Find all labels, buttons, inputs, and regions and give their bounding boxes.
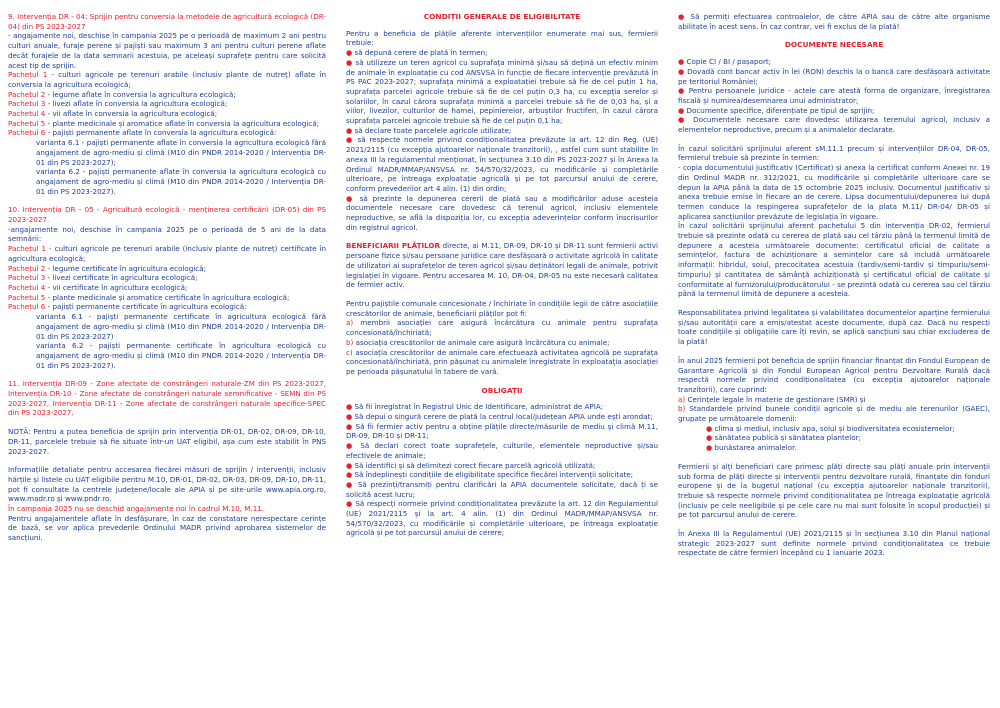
dr04-package-1: Pachetul 1 - culturi agricole pe terenuri arabile (inclusiv plante de nutreț) aflate în conversia la agricultura ecologică; [8, 70, 326, 89]
eligibility-list [346, 48, 658, 232]
list-item: ● să utilizeze un teren agricol cu suprafața minimă și/sau să dețină un efectiv minim de animale în exploatație cu cod ANSVSA în funcție de fiecare intervenție prevăzută în PS PAC 2023-2027; suprafața minimă a exploatației trebuie să fie de cel puțin 1 ha, suprafața parcelei agricole trebuie să fie de cel puțin 0,3 ha, cu excepția serelor și solariilor, în cazul cărora suprafața minimă a parcelei trebuie să fie de 0,03 ha, și a viilor, livezilor, culturilor de hamei, pepinierelor, arbuștilor fructiferi, în cazul cărora suprafața parcelei agricole trebuie să fie de cel puțin 0,1 ha; [346, 57, 658, 126]
obligations-heading: OBLIGAȚII [481, 385, 523, 395]
list-item: ● Să fii înregistrat în Registrul Unic de Identificare, administrat de APIA; [346, 402, 604, 412]
obligations-list [346, 402, 658, 538]
dr05-variant-6-2: varianta 6.2 - pajiști permanente certificate în agricultura ecologică cu angajament de agro-mediu și climă (M10 din PNDR 2014-2020 / Intervenția DR-01 din PS 2023-2027). [36, 341, 326, 370]
dr05-intro: -angajamente noi, deschise în campania 2025 pe o perioadă de 5 ani de la data semnării: [8, 224, 326, 244]
dr05-title: 10. Intervenția DR - 05 - Agricultură ecologică - menținerea certificării (DR-05) din PS 2023-2027. [8, 205, 326, 225]
beneficiaries-conditionality: Fermierii și alți beneficiari care primesc plăți directe sau plăți anuale prin intervenții sub forma de plăți directe și intervenții pentru dezvoltare rurală, finanțate din fonduri europene și de la bugetul național (cu excepția ajutoarelor naționale tranzitorii), trebuie să respecte normele privind condiționalitatea pe întreaga exploatație agricolă (inclusiv pe cele neeligibile și pe cele care nu mai sunt folosite în scopul producției) și pe tot parcursul anului de cerere. [678, 461, 990, 520]
dr05-package-2: Pachetul 2 - legume certificate în agricultura ecologică; [8, 263, 207, 273]
list-item: ● Să identifici și să delimitezi corect fiecare parcelă agricolă utilizată; [346, 460, 596, 470]
list-item: ● clima și mediul, inclusiv apa, solul și biodiversitatea ecosistemelor; [706, 423, 955, 433]
conditionality-a: a) Cerințele legale în materie de gestionare (SMR) și [678, 394, 866, 404]
list-item: ● bunăstarea animalelor. [706, 443, 797, 453]
list-item: ● Să respecți normele privind condiționalitatea prevăzute la art. 12 din Regulamentul (UE) 2021/2115 și la art. 4 alin. (1) din Ordinul MADR/MMAP/ANSVSA nr. 54/570/32/2023, cu modificările și completările ulterioare, pe întreaga exploatație agricolă și pe tot parcursul anului de cerere; [346, 499, 658, 538]
info-paragraph: Informațiile detaliate pentru accesarea fiecărei măsuri de sprijin / intervenții, inclusiv hărțile și listele cu UAT eligibile pentru M.10, DR-01, DR-02, DR-03, DR-09, DR-10, DR-11, pot fi consultate la centrele județene/locale ale APIA și pe site-urile www.apia.org.ro, www.madr.ro și www.pndr.ro. [8, 465, 326, 504]
list-item: ● Pentru persoanele juridice - actele care atestă forma de organizare, înregistrarea fiscală și numirea/desemnarea unui administrator; [678, 86, 990, 105]
eligibility-heading: CONDIȚII GENERALE DE ELIGIBILITATE [423, 12, 581, 21]
dr04-variant-6-1: varianta 6.1 - pajiști permanente aflate în conversia la agricultura ecologică fără angajament de agro-mediu și climă (M10 din PNDR 2014-2020 / Intervenția DR-01 din PS 2023-2027); [36, 138, 326, 167]
list-item: ● să prezinte la depunerea cererii de plată sau a modificărilor aduse acesteia documentele necesare care dovedesc că terenul agricol, inclusiv elementele neproductive, se află la dispoziția lor, cu excepția adeverințelor conform înscrisurilor din registrul agricol. [346, 193, 658, 232]
list-item: ● Documente specifice, diferențiate pe tipul de sprijin; [678, 105, 875, 115]
pasture-option-a: a) membrii asociației care asigură încărcătura cu animale pentru suprafața concesionată/închiriată; [346, 318, 658, 338]
documents-list [678, 57, 990, 135]
dr05-variant-6-1: varianta 6.1 - pajiști permanente certificate în agricultura ecologică fără angajament de agro-mediu și climă (M10 din PNDR 2014-2020 / Intervenția DR-01 din PS 2023-2027) [36, 312, 326, 341]
certificate-paragraph: În cazul solicitării sprijinului aferent sM.11.1 precum și intervențiilor DR-04, DR-05, fermierul trebuie să prezinte în termen: - copia documentului justificativ (Certificat) și anexa la certificat conform Anexei nr. 19 din Ordinul MADR nr. 312/2021, cu modificările și completările ulterioare care se depun la APIA până la data de 15 octombrie 2025 inclusiv. Documentul justificativ și anexa trebuie emise în fiecare an de cerere. Lipsa documentului/depunerea lui după termen conduce la respingerea suprafețelor de la plata M.11/ DR-04/ DR-05 și aplicarea sancțiunilor prevăzute de legislația în vigoare. În cazul solicitării sprijinului aferent pachetului 5 din intervenția DR-02, fermierul trebuie să prezinte odată cu cererea de plată sau cel târziu până la termenul limită de depunere a acesteia următoarele documente: certificatul oficial de calitate a semințelor, factura de achiziționare a semințelor care să includă următoarele informații: hibridul, soiul, precocitatea acestuia (tardiv/semi-tardiv și timpuriu/semi-timpuriu) și cantitatea de sămânță achiziționată și certificatul oficial de calitate și conformitate al furnizorului/producătorului - se prezintă odată cu cererea sau cel târziu până la termenul limită de depunere a acesteia. [678, 143, 990, 299]
dr04-title: 9. Intervenția DR - 04: Sprijin pentru conversia la metodele de agricultură ecologică (DR-04) din PS 2023-2027 [8, 12, 326, 31]
controls-item: ● Să permiți efectuarea controalelor, de către APIA sau de către alte organisme abilitate în acest sens. În caz contrar, vei fi exclus de la plată! [678, 12, 990, 31]
beneficiaries-paragraph: BENEFICIARII PLĂȚILOR directe, ai M.11, DR-09, DR-10 și DR-11 sunt fermierii activi persoane fizice și/sau persoane juridice care desfășoară o activitate agricolă în calitate de utilizatori ai suprafețelor de teren agricol și/sau deținători legali de animale, potrivit legislației în vigoare. Pentru accesarea M. 10, DR-04, DR-05 nu este necesară calitatea de fermier activ. [346, 241, 658, 290]
conditionality-b: b) Standardele privind bunele condiții agricole și de mediu ale terenurilor (GAEC), grupate pe următoarele domenii: [678, 404, 990, 424]
eligibility-intro: Pentru a beneficia de plățile aferente intervențiilor enumerate mai sus, fermierii trebuie: [346, 28, 658, 48]
ongoing-commitments: Pentru angajamentele aflate în desfășurare, în caz de constatare nerespectare cerințe de bază, se vor aplica prevederile Ordinului MADR privind aprobarea sistemelor de sancțiuni. [8, 513, 326, 543]
pasture-option-c: c) asociația crescătorilor de animale care efectuează activitatea agricolă pe suprafața concesionată/închiriată, prin pășunat cu animalele înregistrate în exploatația asociației pe perioada pășunatului în tabere de vară. [346, 347, 658, 376]
list-item: ● Să îndeplinești condițiile de eligibilitate specifice fiecărei intervenții solicitate; [346, 470, 634, 480]
dr05-package-4: Pachetul 4 - vii certificate în agricultura ecologică; [8, 282, 188, 292]
section-dr05 [8, 205, 326, 370]
list-item: ● Documentele necesare care dovedesc utilizarea terenului agricol, inclusiv a elementelor neproductive, precum și a animalelor declarate. [678, 115, 990, 135]
pastures-paragraph: Pentru pajiștile comunale concesionate / închiriate în condițiile legii de către asociațiile crescătorilor de animale, beneficiarii plăților pot fi: a) membrii asociației care asigură încărcătura cu animale pentru suprafața concesionată/închiriată; b) asociația crescătorilor de animale care asigură încărcătura cu animale; c) asociația crescătorilor de animale care efectuează activitatea agricolă pe suprafața concesionată/închiriată, prin pășunat cu animalele înregistrate în exploatația asociației pe perioada pășunatului în tabere de vară. [346, 298, 658, 376]
dr04-package-3: Pachetul 3 - livezi aflate în conversia la agricultura ecologică; [8, 99, 228, 109]
dr04-variant-6-2: varianta 6.2 - pajiști permanente aflate în conversia la agricultura ecologică cu angajament de agro-mediu și climă (M10 din PNDR 2014-2020 / Intervenția DR-01 din PS 2023-2027). [36, 167, 326, 196]
list-item: ● Să depui o singură cerere de plată la centrul local/județean APIA unde ești arondat; [346, 412, 653, 422]
column-documents [678, 12, 990, 702]
campaign-note: În campania 2025 nu se deschid angajamente noi în cadrul M.10, M.11. [8, 504, 265, 514]
list-item: ● să respecte normele privind condiționalitatea prevăzute la art. 12 din Reg. (UE) 2021/2115 (cu excepția ajutoarelor naționale tranzitorii), , astfel cum sunt stabilite în anexa III la regulamentul menționat, în secțiunea 3.10 din PS 2023-2027 și în Anexa la Ordinul MADR/MMAP/ANSVSA nr. 54/570/32/2023, cu modificările și completările ulterioare, pe întreaga exploatație agricolă și pe tot parcursul anului de cerere, conform prevederilor art 4 alin. (1) din ordin; [346, 135, 658, 193]
dr04-intro: - angajamente noi, deschise în campania 2025 pe o perioadă de maximum 2 ani pentru culturi anuale, furaje perene și pajiști sau maximum 3 ani pentru culturi perene aflate decât furajele de la data semnarii acestuia, pe aceleași suprafețe pentru care solicită acest tip de sprijin. [8, 31, 326, 70]
dr05-package-3: Pachetul 3 - livezi certificate în agricultura ecologică; [8, 273, 198, 283]
list-item: ● Dovadă cont bancar activ în lei (RON) deschis la o bancă care desfășoară activitate pe teritoriul României; [678, 66, 990, 86]
documents-heading: DOCUMENTE NECESARE [784, 40, 884, 50]
note-paragraph: NOTĂ: Pentru a putea beneficia de sprijin prin intervenția DR-01, DR-02, DR-09, DR-10, DR-11, parcelele trebuie să fie situate într-un UAT eligibil, așa cum este stabilit în PNS 2023-2027. [8, 427, 326, 456]
list-item: ● Să prezinți/transmiți pentru clarificări la APIA documentele solicitate, dacă ți se solicită acest lucru; [346, 479, 658, 499]
responsibility-paragraph: Responsabilitatea privind legalitatea și valabilitatea documentelor aparține fermierului și/sau autorității care a emis/atestat aceste documente, după caz. Dacă nu respecți toate condițiile și obligațiile care îți revin, se aplică sancțiuni sau chiar excluderea de la plată! [678, 307, 990, 347]
column-interventions [8, 12, 326, 702]
dr05-package-5: Pachetul 5 - plante medicinale și aromatice certificate în agricultura ecologică; [8, 292, 290, 302]
dr04-package-4: Pachetul 4 - vii aflate în conversia la agricultura ecologică; [8, 109, 218, 119]
dr09-dr10-dr11-title: 11. Intervenția DR-09 - Zone afectate de constrângeri naturale-ZM din PS 2023-2027, Intervenția DR-10 - Zone afectate de constrângeri naturale semnificative - SEMN din PS 2023-2027, Intervenția DR-11 - Zone afectate de constrângeri naturale specifice-SPEC din PS 2023-2027. [8, 379, 326, 418]
dr05-package-1: Pachetul 1 - culturi agricole pe terenuri arabile (inclusiv plante de nutreț) certificate în agricultura ecologică; [8, 244, 326, 263]
dr04-package-5: Pachetul 5 - plante medicinale și aromatice aflate în conversia la agricultura ecologică; [8, 118, 320, 128]
dr05-package-6: Pachetul 6 - pajiști permanente certificate în agricultura ecologică: [8, 302, 247, 312]
conditionality-paragraph: În anul 2025 fermierii pot beneficia de sprijin financiar finanțat din Fondul European de Garantare Agricolă și din Fondul European Agricol pentru Dezvoltare Rurală dacă respectă normele privind condiționalitatea (cu excepția ajutoarelor naționale tranzitorii), care cuprind: a) Cerințele legale în materie de gestionare (SMR) și b) Standardele privind bunele condiții agricole și de mediu ale terenurilor (GAEC), grupate pe următoarele domenii: ● clima și mediul, inclusiv apa, solul și biodiversitatea ecosistemelor; ● sănătatea publică și sănătatea plantelor; ● bunăstarea animalelor. [678, 355, 990, 453]
pasture-option-b: b) asociația crescătorilor de animale care asigură încărcătura cu animale; [346, 337, 610, 347]
list-item: ● sănătatea publică și sănătatea plantelor; [706, 433, 861, 443]
section-dr04 [8, 12, 326, 196]
list-item: ● Să fii fermier activ pentru a obține plățile directe/măsurile de mediu și climă M.11, DR-09, DR-10 și DR-11; [346, 421, 658, 441]
annex-paragraph: În Anexa III la Regulamentul (UE) 2021/2115 și în secțiunea 3.10 din Planul național strategic 2023-2027 sunt definite normele privind condiționalitatea ce trebuie respectate de către fermieri începând cu 1 ianuarie 2023. [678, 529, 990, 558]
list-item: ● să depună cerere de plată în termen; [346, 48, 488, 58]
dr04-package-6: Pachetul 6 - pajiști permanente aflate în conversia la agricultura ecologică: [8, 128, 277, 138]
list-item: ● să declare toate parcelele agricole utilizate; [346, 125, 512, 135]
dr04-package-2: Pachetul 2 - legume aflate în conversia la agricultura ecologică; [8, 89, 236, 99]
list-item: ● Să declari corect toate suprafețele, culturile, elementele neproductive și/sau efectivele de animale; [346, 441, 658, 460]
column-eligibility [346, 12, 658, 702]
list-item: ● Copie CI / BI / pașaport; [678, 57, 772, 67]
